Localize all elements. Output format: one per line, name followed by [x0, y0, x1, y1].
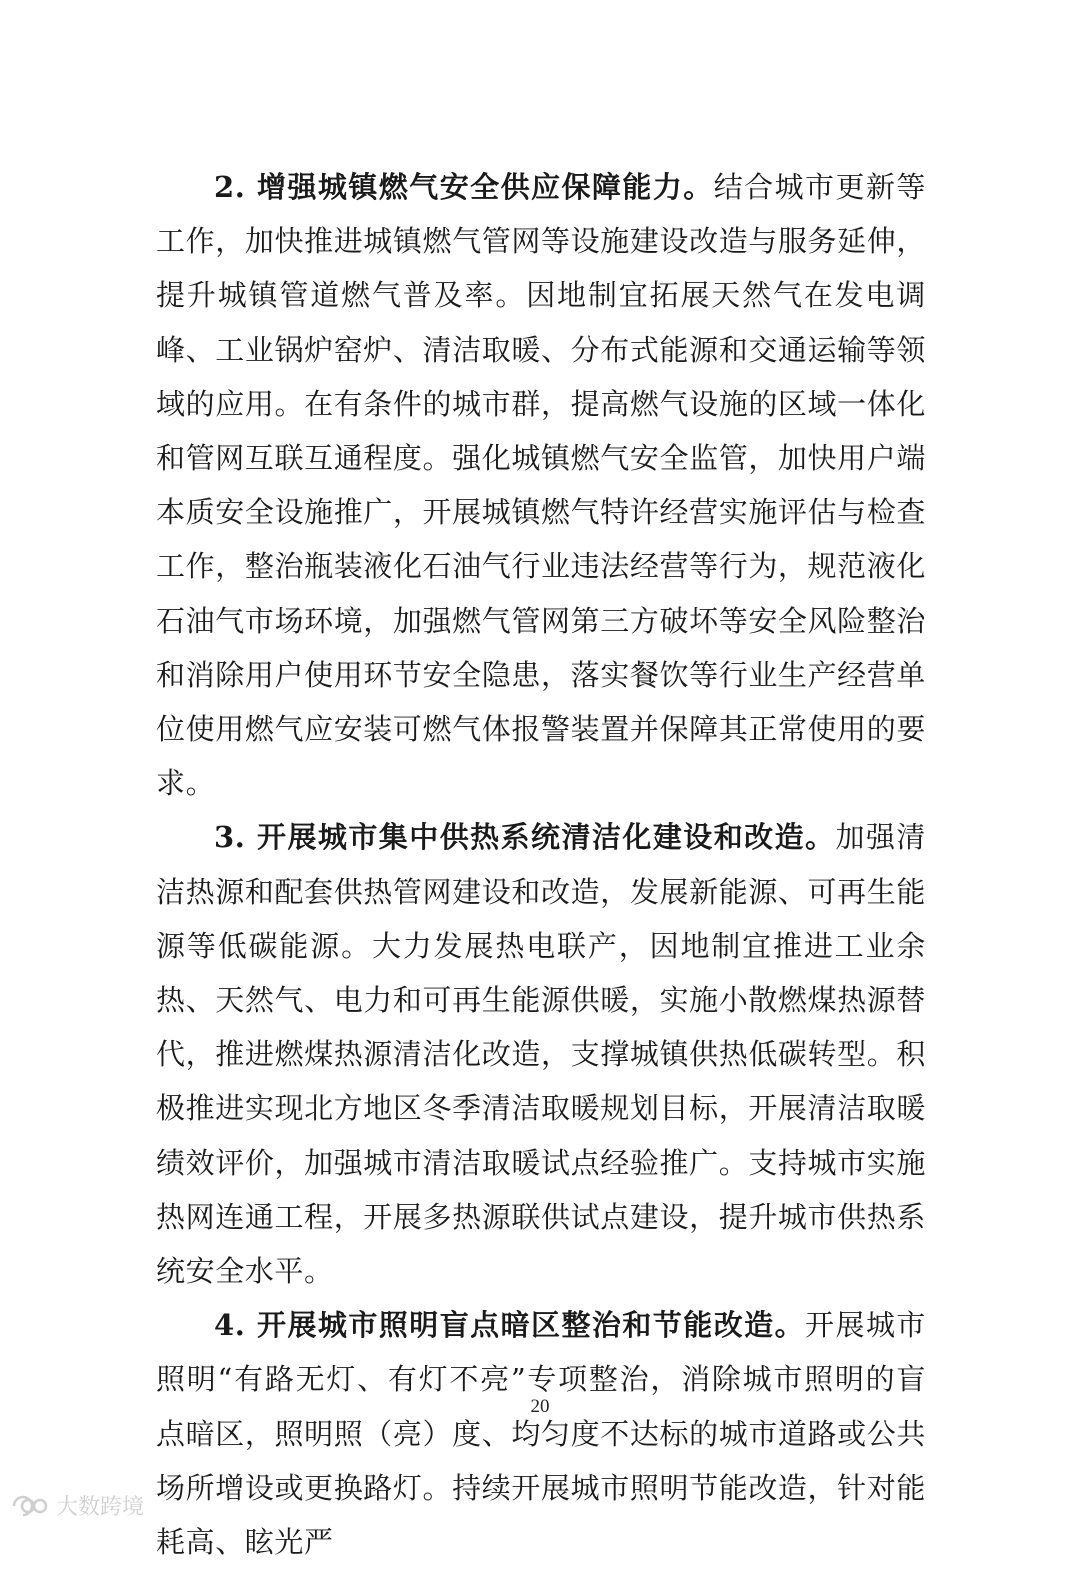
- watermark: [10, 1490, 144, 1521]
- paragraph-text: 加强清洁热源和配套供热管网建设和改造，发展新能源、可再生能源等低碳能源。大力发展热电联产，因地制宜推进工业余热、天然气、电力和可再生能源供暖，实施小散燃煤热源替代，推进燃煤热源清洁化改造，支撑城镇供热低碳转型。积极推进实现北方地区冬季清洁取暖规划目标，开展清洁取暖绩效评价，加强城市清洁取暖试点经验推广。支持城市实施热网连通工程，开展多热源联供试点建设，提升城市供热系统安全水平。: [156, 820, 926, 1289]
- paragraph-heading: 2. 增强城镇燃气安全供应保障能力。: [214, 170, 714, 204]
- paragraph-heading: 3. 开展城市集中供热系统清洁化建设和改造。: [214, 820, 836, 855]
- brand-logo-icon: [10, 1493, 50, 1519]
- paragraph-city-lighting: [156, 1298, 926, 1569]
- paragraph-central-heating: [156, 810, 926, 1298]
- paragraph-text: 结合城市更新等工作，加快推进城镇燃气管网等设施建设改造与服务延伸，提升城镇管道燃气普及率。因地制宜拓展天然气在发电调峰、工业锅炉窑炉、清洁取暖、分布式能源和交通运输等领域的应用。在有条件的城市群，提高燃气设施的区域一体化和管网互联互通程度。强化城镇燃气安全监管，加快用户端本质安全设施推广，开展城镇燃气特许经营实施评估与检查工作，整治瓶装液化石油气行业违法经营等行为，规范液化石油气市场环境，加强燃气管网第三方破坏等安全风险整治和消除用户使用环节安全隐患，落实餐饮等行业生产经营单位使用燃气应安装可燃气体报警装置并保障其正常使用的要求。: [156, 170, 926, 801]
- paragraph-text: 开展城市照明“有路无灯、有灯不亮”专项整治，消除城市照明的盲点暗区，照明照（亮）度、均匀度不达标的城市道路或公共场所增设或更换路灯。持续开展城市照明节能改造，针对能耗高、眩光严: [156, 1308, 926, 1560]
- page-number: 20: [530, 1396, 550, 1417]
- paragraph-heading: 4. 开展城市照明盲点暗区整治和节能改造。: [214, 1308, 806, 1343]
- document-body: [156, 160, 926, 1569]
- watermark-text: 大数跨境: [56, 1495, 145, 1520]
- paragraph-gas-supply: [156, 160, 926, 810]
